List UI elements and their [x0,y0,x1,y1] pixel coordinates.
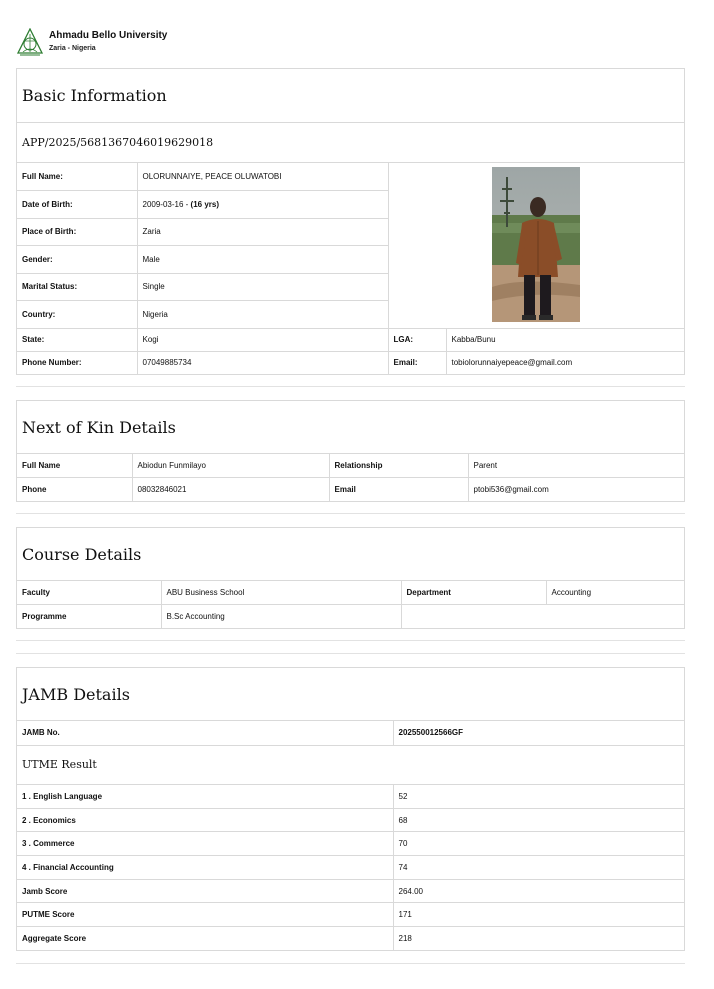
aggregate-score-value: 218 [393,927,684,951]
faculty-label: Faculty [17,581,161,605]
table-row [17,351,684,374]
table-row [17,581,684,605]
kin-relationship-value: Parent [468,454,684,478]
subject-score: 52 [393,785,684,809]
subject-label: 2 . Economics [17,808,393,832]
section-divider [16,640,685,641]
dob-value [137,191,388,219]
phone-value: 07049885734 [137,351,388,374]
table-row [17,605,684,629]
putme-score-value: 171 [393,903,684,927]
photo-cell [388,163,684,328]
section-divider [16,386,685,387]
next-of-kin-table [17,454,684,501]
page-header [16,28,167,56]
department-label: Department [401,581,546,605]
subject-score: 74 [393,856,684,880]
course-details-table [17,581,684,628]
utme-result-title: UTME Result [17,745,684,785]
gender-label: Gender: [17,246,137,274]
table-row [17,163,684,191]
university-location: Zaria - Nigeria [49,45,96,52]
subject-label: 4 . Financial Accounting [17,856,393,880]
university-name: Ahmadu Bello University [49,30,168,41]
kin-email-label: Email [329,478,468,502]
section-divider [16,513,685,514]
marital-status-value: Single [137,273,388,301]
full-name-value: OLORUNNAIYE, PEACE OLUWATOBI [137,163,388,191]
table-row [17,832,684,856]
putme-score-label: PUTME Score [17,903,393,927]
pob-value: Zaria [137,218,388,246]
jamb-details-card [16,667,685,951]
subject-label: 3 . Commerce [17,832,393,856]
kin-email-value: ptobi536@gmail.com [468,478,684,502]
dob-date: 2009-03-16 - [142,199,191,209]
state-label: State: [17,328,137,351]
basic-information-table [17,163,684,374]
next-of-kin-title: Next of Kin Details [17,401,684,454]
subject-score: 70 [393,832,684,856]
course-details-title: Course Details [17,528,684,581]
table-row [17,454,684,478]
table-row [17,927,684,951]
table-row [17,808,684,832]
aggregate-score-label: Aggregate Score [17,927,393,951]
kin-full-name-label: Full Name [17,454,132,478]
utme-result-table [17,785,684,951]
table-row [17,721,684,745]
lga-value: Kabba/Bunu [446,328,684,351]
jamb-details-title: JAMB Details [17,668,684,721]
next-of-kin-card [16,400,685,502]
subject-label: 1 . English Language [17,785,393,809]
basic-information-title: Basic Information [17,69,684,123]
table-row [17,328,684,351]
email-value: tobiolorunnaiyepeace@gmail.com [446,351,684,374]
country-value: Nigeria [137,301,388,329]
lga-label: LGA: [388,328,446,351]
state-value: Kogi [137,328,388,351]
gender-value: Male [137,246,388,274]
application-number: APP/2025/5681367046019629018 [17,123,684,163]
table-row [17,903,684,927]
marital-status-label: Marital Status: [17,273,137,301]
course-details-card [16,527,685,629]
subject-score: 68 [393,808,684,832]
programme-label: Programme [17,605,161,629]
dob-age: (16 yrs) [190,199,219,209]
table-row [17,856,684,880]
pob-label: Place of Birth: [17,218,137,246]
faculty-value: ABU Business School [161,581,401,605]
kin-phone-label: Phone [17,478,132,502]
jamb-score-label: Jamb Score [17,879,393,903]
email-label: Email: [388,351,446,374]
kin-relationship-label: Relationship [329,454,468,478]
dob-label: Date of Birth: [17,191,137,219]
table-row [17,785,684,809]
abu-crest-icon [16,28,44,56]
kin-full-name-value: Abiodun Funmilayo [132,454,329,478]
section-divider [16,963,685,964]
table-row [17,478,684,502]
section-divider [16,653,685,654]
full-name-label: Full Name: [17,163,137,191]
empty-cell [401,605,684,629]
table-row [17,879,684,903]
jamb-score-value: 264.00 [393,879,684,903]
jamb-no-label: JAMB No. [17,721,393,745]
kin-phone-value: 08032846021 [132,478,329,502]
brand-block [49,30,167,54]
basic-information-card [16,68,685,375]
jamb-number-table [17,721,684,745]
country-label: Country: [17,301,137,329]
jamb-no-value: 202550012566GF [393,721,684,745]
department-value: Accounting [546,581,684,605]
programme-value: B.Sc Accounting [161,605,401,629]
applicant-photo [492,167,580,322]
phone-label: Phone Number: [17,351,137,374]
